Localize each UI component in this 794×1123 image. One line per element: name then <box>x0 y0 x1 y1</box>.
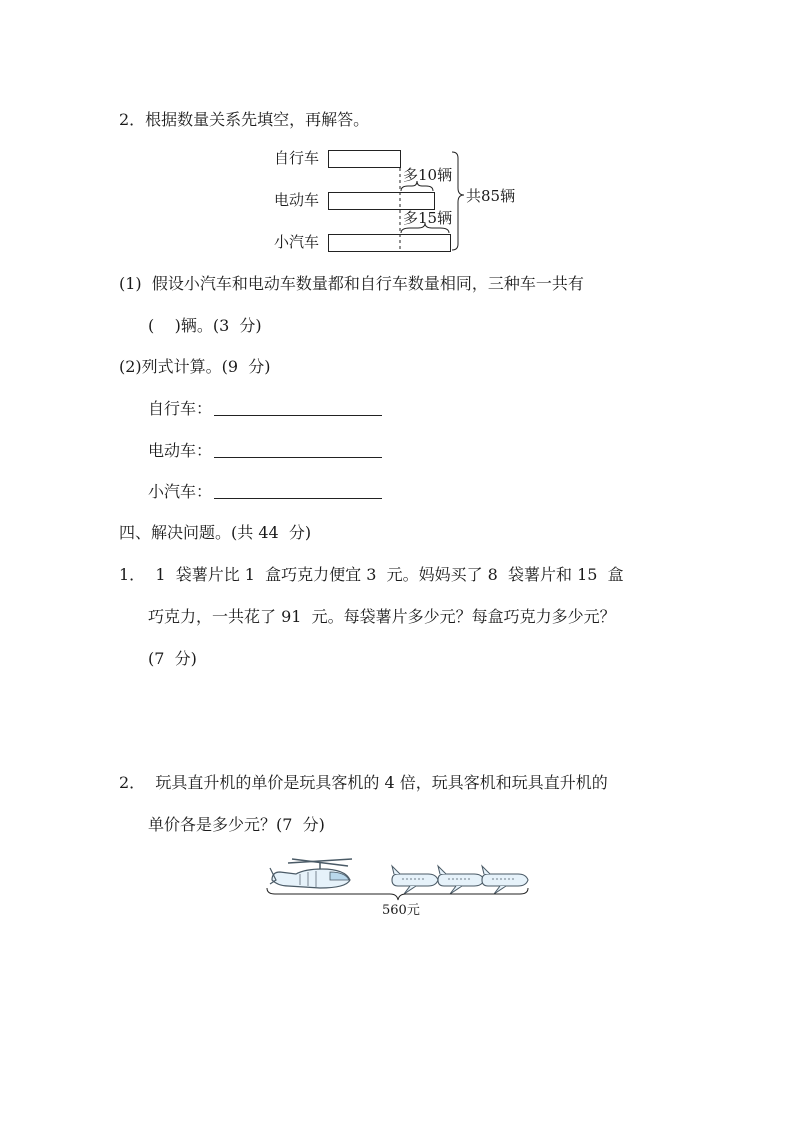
subquestion-2-title: (2)列式计算。(9 分) <box>119 357 271 376</box>
subquestion-1-line1: (1) 假设小汽车和电动车数量都和自行车数量相同，三种车一共有 <box>119 274 584 293</box>
problem-1-line3: (7 分) <box>148 649 197 668</box>
answer-line-ebike[interactable] <box>214 441 382 458</box>
calc-row-ebike: 电动车： <box>148 441 382 461</box>
problem-1-line2: 巧克力，一共花了 91 元。每袋薯片多少元？每盒巧克力多少元？ <box>148 607 616 626</box>
total-label: 共85辆 <box>466 187 516 205</box>
problem-2-line1: 2． 玩具直升机的单价是玩具客机的 4 倍，玩具客机和玩具直升机的 <box>119 773 608 792</box>
label-ebike: 电动车 <box>274 191 320 209</box>
section-4-title: 四、解决问题。(共 44 分) <box>119 523 312 542</box>
problem-2-line2: 单价各是多少元？(7 分) <box>148 815 325 834</box>
diff-ebike-label: 多10辆 <box>403 166 453 184</box>
question-2-title: 2．根据数量关系先填空，再解答。 <box>119 110 370 129</box>
airplane-icon <box>438 866 484 894</box>
brace-total <box>452 152 464 250</box>
helicopter-icon <box>270 859 352 888</box>
diagram-lines <box>0 0 794 300</box>
airplane-icon <box>392 866 438 894</box>
calc-row-car: 小汽车： <box>148 482 382 502</box>
brace-total-price <box>267 888 528 900</box>
problem-1-line1: 1． 1 袋薯片比 1 盒巧克力便宜 3 元。妈妈买了 8 袋薯片和 15 盒 <box>119 565 624 584</box>
label-car: 小汽车 <box>274 233 320 251</box>
answer-line-car[interactable] <box>214 482 382 499</box>
subquestion-1-line2: ( )辆。(3 分) <box>148 316 262 335</box>
calc-row-bicycle: 自行车： <box>148 399 382 419</box>
label-bicycle: 自行车 <box>274 149 320 167</box>
answer-line-bicycle[interactable] <box>214 399 382 416</box>
total-price-label: 560元 <box>382 903 420 918</box>
diff-car-label: 多15辆 <box>403 209 453 227</box>
airplane-icon <box>482 866 528 894</box>
